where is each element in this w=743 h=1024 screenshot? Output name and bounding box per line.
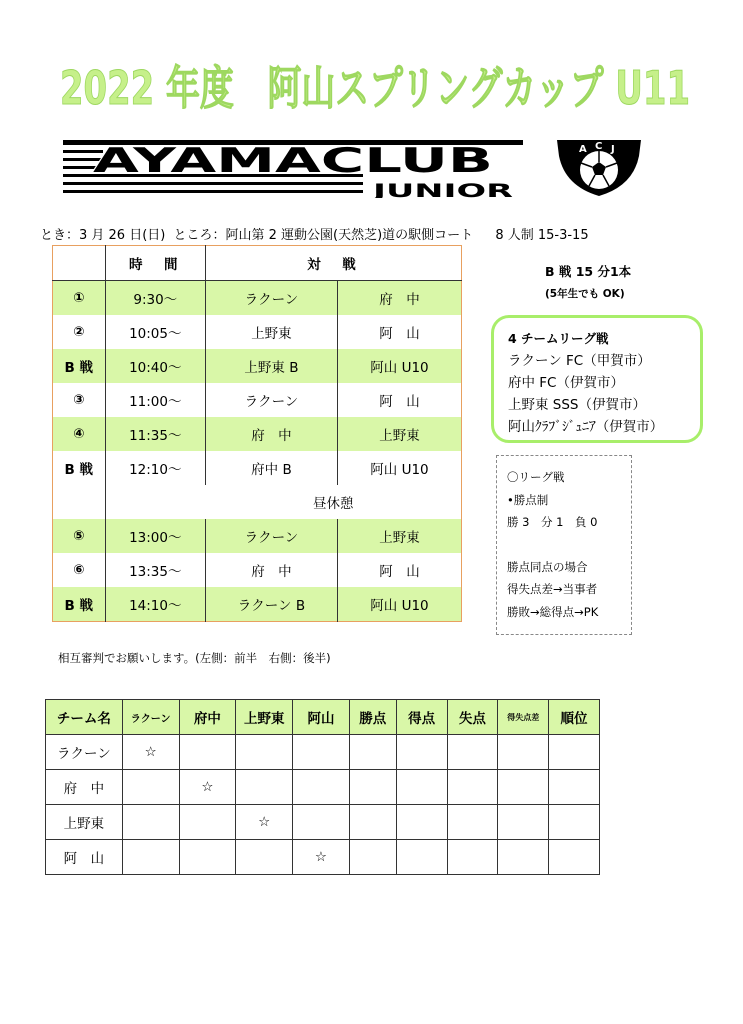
match-away: 府 中 [337, 281, 461, 316]
match-away: 上野東 [337, 417, 461, 451]
match-no: ④ [53, 417, 106, 451]
league-team: ラクーン FC（甲賀市） [508, 353, 651, 369]
match-time: 11:35～ [105, 417, 205, 451]
event-info [40, 224, 740, 243]
rule-line: •勝点制 [507, 492, 549, 507]
match-time: 14:10～ [105, 587, 205, 622]
league-rules-box [496, 455, 632, 635]
standings-table [45, 699, 600, 875]
header-vs-team: 阿山 [293, 700, 350, 735]
header-goals-for: 得点 [396, 700, 447, 735]
match-home: 府 中 [205, 553, 337, 587]
table-row [53, 281, 462, 316]
team-name: ラクーン [46, 735, 123, 770]
match-away: 阿 山 [379, 564, 420, 580]
table-row [53, 417, 462, 451]
event-format: 8 人制 15-3-15 [495, 228, 589, 243]
league-team: 上野東 SSS（伊賀市） [508, 397, 646, 413]
match-away: 阿山 U10 [337, 349, 461, 383]
table-row [53, 349, 462, 383]
match-time: 13:00～ [105, 519, 205, 553]
table-row [53, 383, 462, 417]
match-away: 阿山 U10 [337, 587, 461, 622]
match-time: 11:00～ [105, 383, 205, 417]
table-row [46, 805, 600, 840]
rule-line: 〇リーグ戦 [507, 470, 565, 484]
self-match-mark: ☆ [122, 735, 179, 770]
league-heading: 4 チームリーグ戦 [508, 331, 609, 346]
header-team: チーム名 [46, 700, 123, 735]
team-name: 阿 山 [46, 840, 123, 875]
header-rank: 順位 [549, 700, 600, 735]
self-match-mark: ☆ [179, 770, 236, 805]
match-time: 10:05～ [105, 315, 205, 349]
table-row [46, 840, 600, 875]
match-home: 上野東 [205, 315, 337, 349]
header-goals-against: 失点 [447, 700, 498, 735]
match-time: 9:30～ [105, 281, 205, 316]
match-away: 阿山 U10 [370, 462, 429, 478]
match-time: 12:10～ [105, 451, 205, 485]
club-name: AYAMACLUB [93, 141, 493, 181]
header-no [53, 246, 106, 281]
self-match-mark: ☆ [293, 840, 350, 875]
header-vs-team: ラクーン [122, 700, 179, 735]
header-vs-team: 上野東 [236, 700, 293, 735]
match-no: ① [53, 281, 106, 316]
match-no: ③ [53, 383, 106, 417]
header-vs-team: 府中 [179, 700, 236, 735]
match-time: 10:40～ [105, 349, 205, 383]
match-away: 阿 山 [379, 326, 420, 342]
table-row [53, 451, 462, 485]
league-teams-box [491, 315, 703, 443]
table-row [53, 315, 462, 349]
page-title-text: 2022 年度 阿山スプリングカップ U11 [60, 61, 690, 115]
match-home: 上野東 B [205, 349, 337, 383]
match-no: ② [53, 315, 106, 349]
club-emblem-icon [553, 136, 645, 198]
match-away: 上野東 [337, 519, 461, 553]
table-row [46, 735, 600, 770]
event-date: とき：3 月 26 日(日) [40, 228, 166, 243]
match-home: ラクーン [205, 383, 337, 417]
svg-text:A: A [579, 144, 587, 155]
header-time: 時 間 [105, 246, 205, 281]
table-header-row [46, 700, 600, 735]
rule-line: 勝 3 分 1 負 0 [507, 515, 598, 529]
match-home: ラクーン [205, 519, 337, 553]
team-name: 上野東 [46, 805, 123, 840]
league-team: 府中 FC（伊賀市） [508, 375, 624, 391]
match-home: 府 中 [205, 417, 337, 451]
header-points: 勝点 [349, 700, 396, 735]
match-no: ⑥ [53, 553, 106, 587]
match-no: B 戦 [53, 587, 106, 622]
club-logo [63, 140, 523, 198]
rule-line [507, 534, 631, 556]
rule-line: 勝敗→総得点→PK [507, 604, 599, 619]
lunch-break: 昼休憩 [313, 496, 354, 512]
svg-text:J: J [611, 144, 615, 155]
match-away: 阿 山 [379, 394, 420, 410]
club-subtitle: JUNIOR [369, 180, 514, 198]
match-home: 府中 B [205, 451, 337, 485]
header-match: 対 戦 [205, 246, 461, 281]
table-row [46, 770, 600, 805]
match-home: ラクーン [205, 281, 337, 316]
league-team: 阿山ｸﾗﾌﾞｼﾞｭﾆｱ（伊賀市） [508, 419, 664, 435]
table-header-row [53, 246, 462, 281]
team-name: 府 中 [46, 770, 123, 805]
referee-note: 相互審判でお願いします。(左側：前半 右側：後半) [58, 651, 331, 665]
rule-line: 得失点差→当事者 [507, 582, 598, 596]
rule-line: 勝点同点の場合 [507, 559, 588, 574]
b-match-duration: B 戦 15 分1本 [545, 264, 632, 279]
table-row [53, 553, 462, 587]
table-row [53, 587, 462, 622]
match-no: ⑤ [53, 519, 106, 553]
header-goal-diff: 得失点差 [498, 700, 549, 735]
match-no: B 戦 [53, 451, 106, 485]
svg-text:C: C [595, 141, 603, 152]
match-no: B 戦 [53, 349, 106, 383]
match-time: 13:35～ [105, 553, 205, 587]
lunch-row [53, 485, 462, 519]
b-match-note [545, 262, 735, 301]
event-venue: ところ：阿山第 2 運動公園(天然芝)道の駅側コート [173, 228, 474, 243]
match-home: ラクーン B [205, 587, 337, 622]
b-match-eligibility: (5年生でも OK) [545, 288, 625, 300]
table-row [53, 519, 462, 553]
self-match-mark: ☆ [236, 805, 293, 840]
page-title [0, 42, 743, 122]
match-schedule-table [52, 245, 462, 622]
